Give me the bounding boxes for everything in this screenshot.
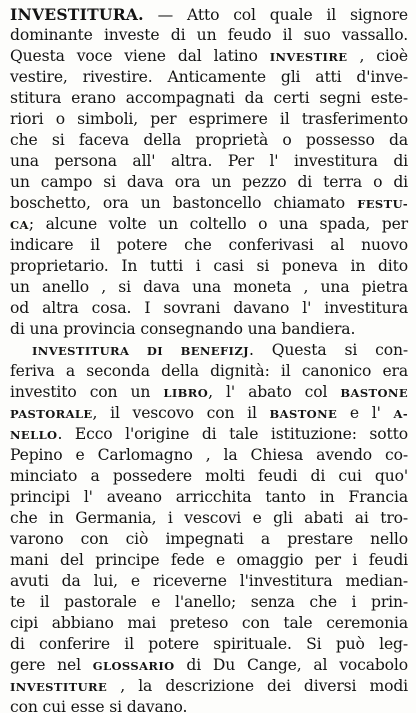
text-segment: di conferire il potere spirituale. Si può leg- — [10, 635, 408, 653]
small-caps-term: PASTORALE — [10, 407, 93, 421]
text-segment: , il vescovo con il — [92, 404, 270, 422]
text-line — [10, 466, 408, 487]
text-line — [10, 172, 408, 193]
text-line — [10, 529, 408, 550]
text-line — [10, 235, 408, 256]
text-segment: che in Germania, i vescovi e gli abati ai tro- — [10, 509, 408, 527]
text-segment: investito con un — [10, 383, 164, 401]
text-segment: od altra cosa. I sovrani davano l' investitura — [10, 299, 408, 317]
text-line — [10, 151, 408, 172]
text-segment: — Atto col quale il signore — [143, 6, 408, 24]
text-segment: proprietario. In tutti i casi si poneva in dito — [10, 257, 408, 275]
text-line — [10, 214, 408, 235]
text-line — [10, 508, 408, 529]
text-segment: , l' abato col — [208, 383, 341, 401]
article-text-column — [10, 4, 408, 718]
text-line — [10, 256, 408, 277]
text-segment: di una provincia consegnando una bandiera. — [10, 320, 356, 338]
text-line — [10, 67, 408, 88]
text-line — [10, 676, 408, 697]
text-line — [10, 25, 408, 46]
text-segment: avuti da lui, e riceverne l'investitura median- — [10, 572, 408, 590]
text-line — [10, 571, 408, 592]
text-segment: minciato a possedere molti feudi di cui quo' — [10, 467, 408, 485]
small-caps-term: BASTONE — [269, 407, 338, 421]
text-segment: un anello , si dava una moneta , una pietra — [10, 278, 408, 296]
text-line — [10, 319, 408, 340]
text-line — [10, 4, 408, 25]
small-caps-term: INVESTIRE — [269, 50, 348, 64]
text-segment: che si faceva della proprietà o possesso da — [10, 131, 408, 149]
small-caps-term: CA — [10, 218, 29, 232]
small-caps-term: BASTONE — [340, 386, 408, 400]
text-segment: , la descrizione dei diversi modi — [107, 677, 408, 695]
text-line — [10, 634, 408, 655]
text-segment: varono con ciò impegnati a prestare nello — [10, 530, 408, 548]
text-line — [10, 46, 408, 67]
text-segment: ; alcune volte un coltello o una spada, per — [28, 215, 408, 233]
text-segment: stitura erano accompagnati da certi segni este- — [10, 89, 408, 107]
text-segment: . Ecco l'origine di tale istituzione: sotto — [57, 425, 408, 443]
text-line — [10, 361, 408, 382]
text-line — [10, 445, 408, 466]
small-caps-term: LIBRO — [163, 386, 209, 400]
small-caps-term: GLOSSARIO — [92, 659, 175, 673]
text-line — [10, 130, 408, 151]
text-segment: dominante investe di un feudo il suo vassallo. — [10, 26, 408, 44]
text-segment: principi l' aveano arricchita tanto in Francia — [10, 488, 408, 506]
small-caps-term: A- — [393, 407, 408, 421]
entry-headword: INVESTITURA. — [10, 5, 144, 24]
small-caps-term: NELLO — [10, 428, 58, 442]
text-line — [10, 592, 408, 613]
text-line — [10, 88, 408, 109]
text-segment: gere nel — [10, 656, 93, 674]
text-line — [10, 613, 408, 634]
text-line — [10, 298, 408, 319]
text-segment: , cioè — [347, 47, 408, 65]
text-segment: mani del principe fede e omaggio per i feudi — [10, 551, 408, 569]
text-line — [10, 382, 408, 403]
text-segment: vestire, rivestire. Anticamente gli atti d'inve- — [10, 68, 408, 86]
text-segment: te il pastorale e l'anello; senza che i prin- — [10, 593, 408, 611]
small-caps-term: INVESTITURE — [10, 680, 108, 694]
text-segment: feriva a seconda della dignità: il canonico era — [10, 362, 408, 380]
text-segment: riori o simboli, per esprimere il trasferimento — [10, 110, 408, 128]
text-line — [10, 655, 408, 676]
text-line — [10, 403, 408, 424]
paragraph-start-line — [10, 340, 408, 361]
text-segment: . Questa si con- — [248, 341, 408, 359]
text-segment: un campo si dava ora un pezzo di terra o di — [10, 173, 408, 191]
text-segment: Questa voce viene dal latino — [10, 47, 270, 65]
text-segment: indicare il potere che conferivasi al nuovo — [10, 236, 408, 254]
text-line — [10, 697, 408, 718]
text-segment: con cui esse si davano. — [10, 698, 188, 716]
small-caps-term: FESTU- — [357, 197, 408, 211]
small-caps-term: INVESTITURA DI BENEFIZJ — [32, 344, 249, 358]
text-line — [10, 487, 408, 508]
text-segment: cipi abbiano mai preteso con tale ceremonia — [10, 614, 408, 632]
text-line — [10, 193, 408, 214]
text-line — [10, 550, 408, 571]
text-segment: Pepino e Carlomagno , la Chiesa avendo co- — [10, 446, 408, 464]
text-line — [10, 277, 408, 298]
text-line — [10, 424, 408, 445]
text-line — [10, 109, 408, 130]
text-segment: boschetto, ora un bastoncello chiamato — [10, 194, 358, 212]
text-segment: una persona all' altra. Per l' investitura di — [10, 152, 408, 170]
text-segment: e l' — [337, 404, 394, 422]
text-segment: di Du Cange, al vocabolo — [174, 656, 408, 674]
